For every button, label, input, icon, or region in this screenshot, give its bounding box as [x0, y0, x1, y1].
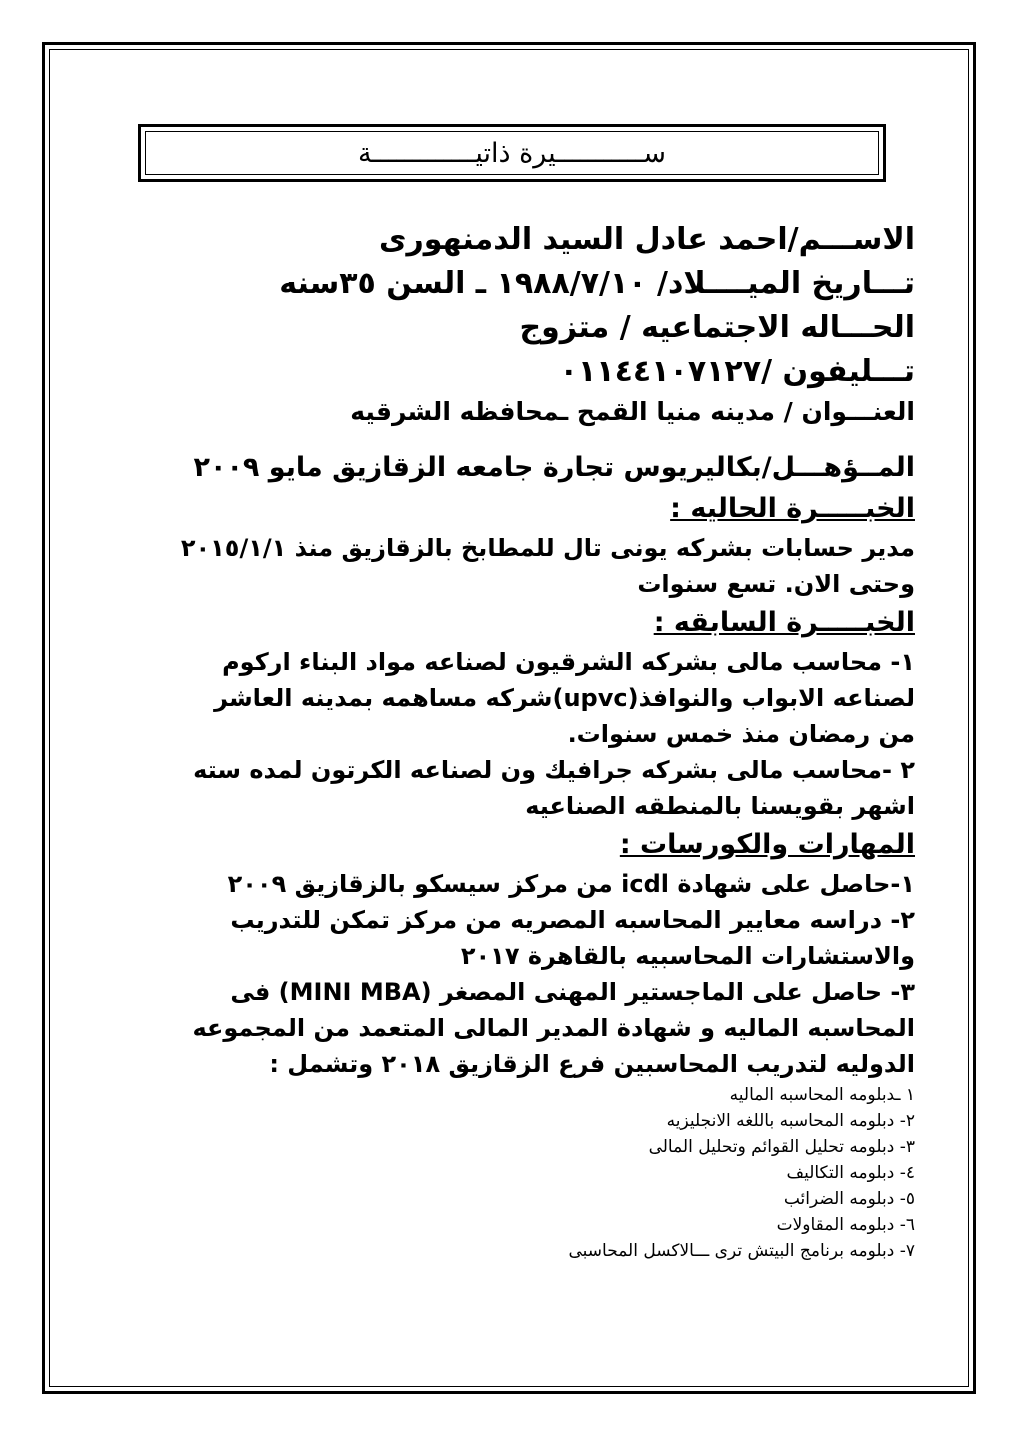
previous-experience-item-1: ١- محاسب مالى بشركه الشرقيون لصناعه مواد البناء اركوم لصناعه الابواب والنوافذ(upvc)شركه مساهمه بمدينه العاشر من رمضان منذ خمس سنوات.	[214, 648, 915, 748]
diploma-item-2: ٢- دبلومه المحاسبه باللغه الانجليزيه	[666, 1111, 915, 1131]
skill-item-1: ١-حاصل على شهادة icdl من مركز سيسكو بالزقازيق ٢٠٠٩	[227, 870, 915, 898]
diploma-item-3: ٣- دبلومه تحليل القوائم وتحليل المالى	[648, 1137, 915, 1157]
previous-experience-heading: الخبـــــرة السابقه :	[653, 607, 915, 638]
skills-heading: المهارات والكورسات :	[619, 829, 915, 860]
title-box	[138, 124, 886, 182]
diploma-item-6: ٦- دبلومه المقاولات	[776, 1215, 915, 1235]
birth-line: تـــاريخ الميــــلاد/ ١٩٨٨/٧/١٠ ـ السن ٣٥سنه	[279, 266, 915, 301]
diploma-item-5: ٥- دبلومه الضرائب	[783, 1189, 915, 1209]
marital-status-line: الحـــاله الاجتماعيه / متزوج	[519, 310, 915, 345]
address-line: العنـــوان / مدينه منيا القمح ـمحافظه الشرقيه	[350, 397, 915, 426]
previous-experience-item-2: ٢ -محاسب مالى بشركه جرافيك ون لصناعه الكرتون لمده سته اشهر بقويسنا بالمنطقه الصناعيه	[193, 756, 915, 820]
current-experience-text: مدير حسابات بشركه يونى تال للمطابخ بالزقازيق منذ ٢٠١٥/١/١ وحتى الان. تسع سنوات	[180, 534, 915, 598]
phone-line: تـــليفون /٠١١٤٤١٠٧١٢٧	[559, 354, 915, 389]
cv-content	[170, 218, 915, 1264]
name-line: الاســـم/احمد عادل السيد الدمنهورى	[379, 222, 915, 257]
current-experience-heading: الخبـــــرة الحاليه :	[670, 493, 915, 524]
diploma-item-7: ٧- دبلومه برنامج البيتش ترى ـــالاكسل المحاسبى	[568, 1241, 915, 1261]
diploma-item-1: ١ ـدبلومه المحاسبه الماليه	[729, 1085, 915, 1105]
skill-item-3: ٣- حاصل على الماجستير المهنى المصغر (MINI MBA) فى المحاسبه الماليه و شهادة المدير المالى المتعمد من المجموعه الدوليه لتدريب المحاسبين فرع الزقازيق ٢٠١٨ وتشمل :	[192, 978, 915, 1078]
diploma-item-4: ٤- دبلومه التكاليف	[786, 1163, 915, 1183]
skill-item-2: ٢- دراسه معايير المحاسبه المصريه من مركز تمكن للتدريب والاستشارات المحاسبيه بالقاهرة ٢٠١٧	[230, 906, 915, 970]
qualification-line: المــؤهـــل/بكاليريوس تجارة جامعه الزقازيق مايو ٢٠٠٩	[193, 452, 915, 483]
document-title: ســـــــــــيرة ذاتيـــــــــــــة	[358, 137, 666, 169]
